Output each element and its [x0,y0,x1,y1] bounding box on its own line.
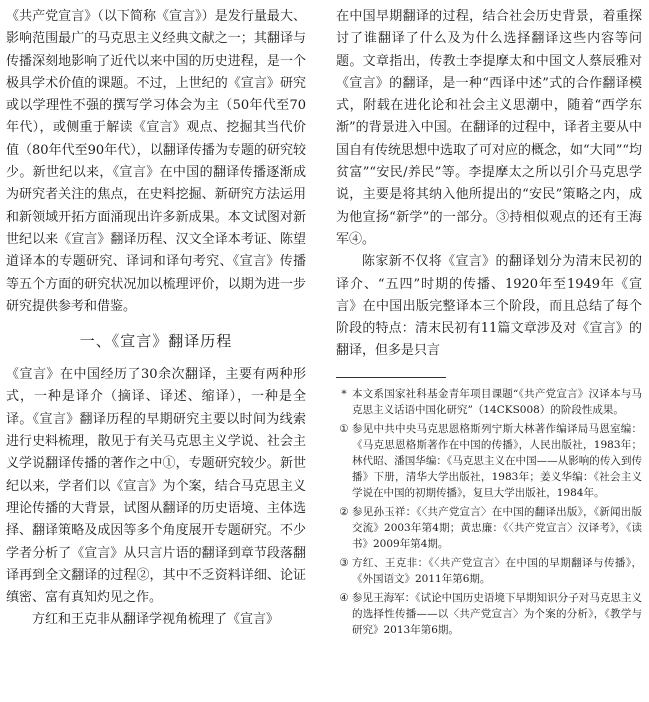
right-column [336,6,642,638]
footnote-text: 参见孙玉祥：《〈共产党宣言〉在中国的翻译出版》，《新闻出版交流》2003年第4期；黄忠廉：《〈共产党宣言〉汉译考》，《读书》2009年第4期。 [352,505,642,550]
fang-wang-paragraph-start: 方红和王克非从翻译学视角梳理了《宣言》 [32,612,280,628]
footnote [336,590,642,638]
footnotes [336,386,642,638]
footnote-text: 参见中共中央马克思恩格斯列宁斯大林著作编译局马恩室编：《马克思恩格斯著作在中国的传播》，人民出版社，1983年；林代昭、潘国华编：《马克思主义在中国——从影响的传入到传播》下册，清华大学出版社，1983年；姜义华编：《社会主义学说在中国的初期传播》，复旦大学出版社，1984年。 [352,422,642,499]
fang-wang-paragraph-cont: 在中国早期翻译的过程，结合社会历史背景，着重探讨了谁翻译了什么及为什么选择翻译这些内容等问题。文章指出，传教士李提摩太和中国文人蔡辰雅对《宣言》的翻译，是一种“西译中述”式的合作翻译模式，附载在进化论和社会主义思潮中，随着“西学东渐”的背景进入中国。在翻译的过程中，译者主要从中国自有传统思想中选取了可对应的概念，如“大同”“均贫富”“安民/养民”等。李提摩太之所以引介马克思学说，主要是将其纳入他所提出的“安民”策略之内，成为他宣扬“新学”的一部分。③持相似观点的还有王海军④。 [336,9,642,247]
footnote-text: 参见王海军：《试论中国历史语境下早期知识分子对马克思主义的选择性传播——以〈共产党宣言〉为个案的分析》，《教学与研究》2013年第6期。 [352,591,642,636]
footnote [336,386,642,418]
footnote-mark: ② [339,505,349,518]
footnote-divider [336,377,446,378]
translation-history-paragraph: 《宣言》在中国经历了30余次翻译，主要有两种形式，一种是译介（摘译、译述、缩译），一种是全译。《宣言》翻译历程的早期研究主要以时间为线索进行史料梳理，散见于有关马克思主义学说、社会主义学说翻译传播的著作之中①，专题研究较少。新世纪以来，学者们以《宣言》为个案，结合马克思主义理论传播的大背景，试图从翻译的历史语境、主体选择、翻译策略及成因等多个角度展开专题研究。不少学者分析了《宣言》从只言片语的翻译到章节段落翻译再到全文翻译的过程②，其中不乏资料详细、论证缜密、富有真知灼见之作。 [6,367,306,606]
section-heading: 一、《宣言》翻译历程 [79,332,233,351]
footnote-mark: * [341,387,347,400]
footnote-text: 本文系国家社科基金青年项目课题“《共产党宣言》汉译本与马克思主义话语中国化研究”（14CKS008）的阶段性成果。 [352,387,642,416]
left-column [6,6,306,632]
footnote [336,504,642,552]
footnote [336,555,642,587]
footnote-mark: ① [339,422,349,435]
intro-paragraph: 《共产党宣言》（以下简称《宣言》）是发行量最大、影响范围最广的马克思主义经典文献之一；其翻译与传播深刻地影响了近代以来中国的历史进程，是一个极具学术价值的课题。不过，上世纪的《宣言》研究或以学理性不强的撰写学习体会为主（50年代至70年代），或侧重于解读《宣言》观点、挖掘其当代价值（80年代至90年代），以翻译传播为专题的研究较少。新世纪以来，《宣言》在中国的翻译传播逐渐成为研究者关注的焦点，在史料挖掘、新研究方法运用和新领域开拓方面涌现出许多新成果。本文试图对新世纪以来《宣言》翻译历程、汉文全译本考证、陈望道译本的专题研究、译词和译句考究、《宣言》传播等五个方面的研究状况加以梳理评价，以期为进一步研究提供参考和借鉴。 [6,9,306,314]
footnote-mark: ③ [339,556,349,569]
footnote [336,421,642,501]
footnote-mark: ④ [339,591,349,604]
chen-paragraph: 陈家新不仅将《宣言》的翻译划分为清末民初的译介、“五四”时期的传播、1920年至1949年《宣言》在中国出版完整译本三个阶段，而且总结了每个阶段的特点：清末民初有11篇文章涉及对《宣言》的翻译，但多是只言 [336,254,642,359]
footnote-text: 方红、王克非：《〈共产党宣言〉在中国的早期翻译与传播》，《外国语文》2011年第6期。 [352,556,642,585]
